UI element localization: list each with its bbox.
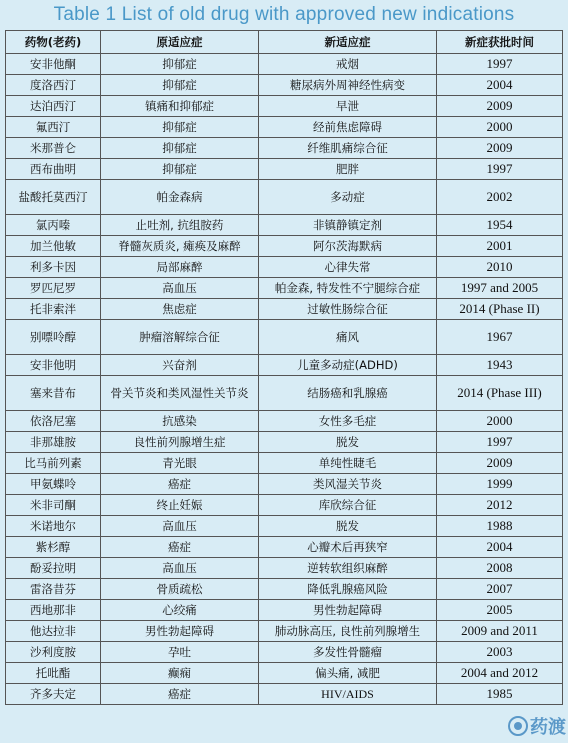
cell-new-indication: 降低乳腺癌风险 <box>259 579 437 600</box>
cell-original-indication: 骨关节炎和类风湿性关节炎 <box>101 376 259 411</box>
cell-original-indication: 抗感染 <box>101 411 259 432</box>
cell-new-indication: 痛风 <box>259 320 437 355</box>
cell-approval-year: 1988 <box>437 516 563 537</box>
cell-original-indication: 肿瘤溶解综合征 <box>101 320 259 355</box>
table-header-row <box>6 31 563 54</box>
cell-approval-year: 1985 <box>437 684 563 705</box>
table-row <box>6 257 563 278</box>
cell-drug: 米那普仑 <box>6 138 101 159</box>
cell-new-indication: 心瓣术后再狭窄 <box>259 537 437 558</box>
table-row <box>6 159 563 180</box>
cell-original-indication: 焦虑症 <box>101 299 259 320</box>
cell-drug: 比马前列素 <box>6 453 101 474</box>
drug-indication-table <box>5 30 563 705</box>
cell-new-indication: 脱发 <box>259 516 437 537</box>
cell-approval-year: 2010 <box>437 257 563 278</box>
cell-new-indication: 儿童多动症(ADHD) <box>259 355 437 376</box>
table-row <box>6 180 563 215</box>
table-row <box>6 75 563 96</box>
cell-approval-year: 2014 (Phase III) <box>437 376 563 411</box>
cell-original-indication: 抑郁症 <box>101 138 259 159</box>
cell-original-indication: 脊髓灰质炎, 瘫痪及麻醉 <box>101 236 259 257</box>
cell-approval-year: 2000 <box>437 117 563 138</box>
cell-drug: 罗匹尼罗 <box>6 278 101 299</box>
cell-drug: 非那雄胺 <box>6 432 101 453</box>
table-row <box>6 453 563 474</box>
cell-approval-year: 1997 and 2005 <box>437 278 563 299</box>
cell-new-indication: 非镇静镇定剂 <box>259 215 437 236</box>
cell-approval-year: 2009 <box>437 96 563 117</box>
table-title: Table 1 List of old drug with approved new indications <box>53 4 515 25</box>
table-row <box>6 516 563 537</box>
table-row <box>6 96 563 117</box>
cell-new-indication: 肺动脉高压, 良性前列腺增生 <box>259 621 437 642</box>
cell-original-indication: 癫痫 <box>101 663 259 684</box>
cell-approval-year: 1967 <box>437 320 563 355</box>
cell-drug: 利多卡因 <box>6 257 101 278</box>
cell-new-indication: 过敏性肠综合征 <box>259 299 437 320</box>
cell-new-indication: 阿尔茨海默病 <box>259 236 437 257</box>
cell-original-indication: 止吐剂, 抗组胺药 <box>101 215 259 236</box>
table-row <box>6 642 563 663</box>
cell-new-indication: 戒烟 <box>259 54 437 75</box>
cell-approval-year: 2004 and 2012 <box>437 663 563 684</box>
cell-new-indication: 帕金森, 特发性不宁腿综合症 <box>259 278 437 299</box>
cell-approval-year: 1997 <box>437 432 563 453</box>
cell-approval-year: 2012 <box>437 495 563 516</box>
cell-original-indication: 终止妊娠 <box>101 495 259 516</box>
table-row <box>6 474 563 495</box>
cell-new-indication: 结肠癌和乳腺癌 <box>259 376 437 411</box>
cell-original-indication: 局部麻醉 <box>101 257 259 278</box>
table-row <box>6 411 563 432</box>
table-row <box>6 376 563 411</box>
cell-approval-year: 2009 <box>437 138 563 159</box>
table-row <box>6 236 563 257</box>
cell-new-indication: 纤维肌痛综合征 <box>259 138 437 159</box>
cell-original-indication: 抑郁症 <box>101 159 259 180</box>
table-body <box>6 54 563 705</box>
cell-approval-year: 2004 <box>437 75 563 96</box>
cell-original-indication: 癌症 <box>101 474 259 495</box>
cell-approval-year: 1997 <box>437 159 563 180</box>
cell-new-indication: 肥胖 <box>259 159 437 180</box>
header-new-indication: 新适应症 <box>259 31 437 54</box>
table-row <box>6 299 563 320</box>
cell-new-indication: 脱发 <box>259 432 437 453</box>
cell-drug: 安非他明 <box>6 355 101 376</box>
cell-new-indication: 女性多毛症 <box>259 411 437 432</box>
cell-new-indication: 单纯性睫毛 <box>259 453 437 474</box>
cell-original-indication: 帕金森病 <box>101 180 259 215</box>
cell-new-indication: 偏头痛, 减肥 <box>259 663 437 684</box>
cell-drug: 西地那非 <box>6 600 101 621</box>
table-row <box>6 54 563 75</box>
cell-new-indication: 类风湿关节炎 <box>259 474 437 495</box>
cell-approval-year: 1954 <box>437 215 563 236</box>
cell-original-indication: 抑郁症 <box>101 117 259 138</box>
cell-approval-year: 2009 <box>437 453 563 474</box>
cell-drug: 齐多夫定 <box>6 684 101 705</box>
cell-original-indication: 孕吐 <box>101 642 259 663</box>
table-row <box>6 621 563 642</box>
cell-original-indication: 癌症 <box>101 537 259 558</box>
table-row <box>6 495 563 516</box>
cell-original-indication: 良性前列腺增生症 <box>101 432 259 453</box>
cell-drug: 托吡酯 <box>6 663 101 684</box>
cell-original-indication: 高血压 <box>101 516 259 537</box>
table-row <box>6 278 563 299</box>
cell-drug: 依洛尼塞 <box>6 411 101 432</box>
table-row <box>6 558 563 579</box>
cell-drug: 托非索泮 <box>6 299 101 320</box>
cell-approval-year: 2002 <box>437 180 563 215</box>
cell-approval-year: 1943 <box>437 355 563 376</box>
table-row <box>6 320 563 355</box>
cell-drug: 紫杉醇 <box>6 537 101 558</box>
cell-original-indication: 高血压 <box>101 278 259 299</box>
cell-drug: 别嘌呤醇 <box>6 320 101 355</box>
cell-drug: 米非司酮 <box>6 495 101 516</box>
watermark <box>508 713 566 739</box>
header-original-indication: 原适应症 <box>101 31 259 54</box>
cell-drug: 达泊西汀 <box>6 96 101 117</box>
cell-approval-year: 2014 (Phase II) <box>437 299 563 320</box>
cell-new-indication: 早泄 <box>259 96 437 117</box>
watermark-text: 药渡 <box>530 717 566 738</box>
cell-approval-year: 2004 <box>437 537 563 558</box>
cell-original-indication: 心绞痛 <box>101 600 259 621</box>
cell-approval-year: 2005 <box>437 600 563 621</box>
table-row <box>6 432 563 453</box>
cell-drug: 加兰他敏 <box>6 236 101 257</box>
cell-drug: 雷洛昔芬 <box>6 579 101 600</box>
table-row <box>6 355 563 376</box>
table-row <box>6 138 563 159</box>
cell-approval-year: 1999 <box>437 474 563 495</box>
cell-drug: 米诺地尔 <box>6 516 101 537</box>
yaodu-logo-icon <box>508 716 528 736</box>
table-row <box>6 600 563 621</box>
cell-original-indication: 高血压 <box>101 558 259 579</box>
cell-new-indication: 库欣综合征 <box>259 495 437 516</box>
cell-original-indication: 抑郁症 <box>101 75 259 96</box>
table-row <box>6 579 563 600</box>
cell-approval-year: 2007 <box>437 579 563 600</box>
cell-drug: 酚妥拉明 <box>6 558 101 579</box>
cell-drug: 氯丙嗪 <box>6 215 101 236</box>
cell-original-indication: 兴奋剂 <box>101 355 259 376</box>
cell-new-indication: 心律失常 <box>259 257 437 278</box>
cell-drug: 他达拉非 <box>6 621 101 642</box>
cell-drug: 塞来昔布 <box>6 376 101 411</box>
cell-original-indication: 抑郁症 <box>101 54 259 75</box>
cell-approval-year: 2003 <box>437 642 563 663</box>
cell-drug: 度洛西汀 <box>6 75 101 96</box>
cell-drug: 氟西汀 <box>6 117 101 138</box>
cell-approval-year: 2001 <box>437 236 563 257</box>
header-approval-year: 新症获批时间 <box>437 31 563 54</box>
cell-new-indication: 多动症 <box>259 180 437 215</box>
cell-drug: 沙利度胺 <box>6 642 101 663</box>
table-row <box>6 215 563 236</box>
cell-drug: 盐酸托莫西汀 <box>6 180 101 215</box>
header-drug: 药物(老药) <box>6 31 101 54</box>
table-row <box>6 663 563 684</box>
cell-approval-year: 1997 <box>437 54 563 75</box>
cell-new-indication: 经前焦虑障碍 <box>259 117 437 138</box>
cell-original-indication: 骨质疏松 <box>101 579 259 600</box>
cell-new-indication: HIV/AIDS <box>259 684 437 705</box>
cell-original-indication: 男性勃起障碍 <box>101 621 259 642</box>
cell-new-indication: 多发性骨髓瘤 <box>259 642 437 663</box>
cell-original-indication: 镇痛和抑郁症 <box>101 96 259 117</box>
cell-drug: 西布曲明 <box>6 159 101 180</box>
cell-drug: 安非他酮 <box>6 54 101 75</box>
cell-original-indication: 青光眼 <box>101 453 259 474</box>
cell-new-indication: 糖尿病外周神经性病变 <box>259 75 437 96</box>
cell-approval-year: 2000 <box>437 411 563 432</box>
cell-original-indication: 癌症 <box>101 684 259 705</box>
cell-new-indication: 逆转软组织麻醉 <box>259 558 437 579</box>
table-row <box>6 537 563 558</box>
cell-drug: 甲氨蝶呤 <box>6 474 101 495</box>
cell-approval-year: 2009 and 2011 <box>437 621 563 642</box>
table-row <box>6 684 563 705</box>
table-row <box>6 117 563 138</box>
cell-new-indication: 男性勃起障碍 <box>259 600 437 621</box>
cell-approval-year: 2008 <box>437 558 563 579</box>
